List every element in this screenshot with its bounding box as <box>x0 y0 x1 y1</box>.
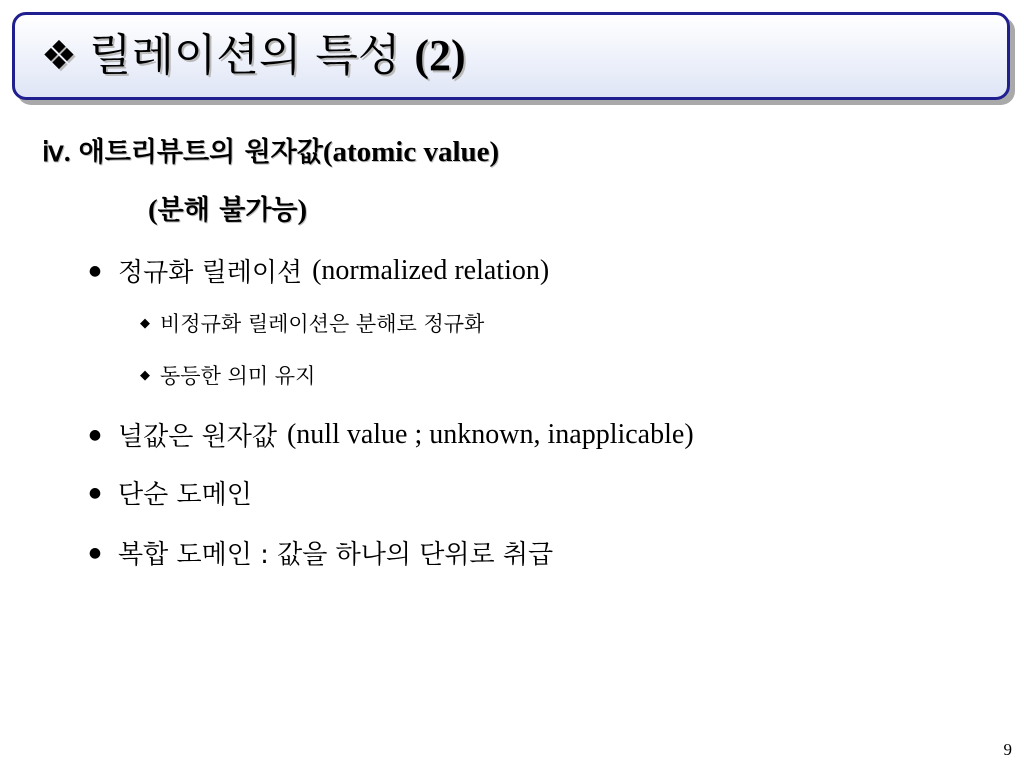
diamond-cluster-icon: ❖ <box>41 33 77 79</box>
subheading-close-paren: ) <box>297 194 308 226</box>
section-subheading <box>148 188 307 227</box>
slide-title <box>41 30 466 81</box>
sub-item-text: 비정규화 릴레이션은 분해로 정규화 <box>160 312 485 336</box>
bullet-text-korean: 단순 도메인 <box>118 480 252 510</box>
section-heading <box>42 130 499 169</box>
bullet-item <box>88 474 252 511</box>
bullet-text-korean: 널값은 원자값 <box>118 422 277 452</box>
bullet-text-english: (null value ; unknown, inapplicable) <box>286 418 694 450</box>
sub-item <box>140 308 484 338</box>
bullet-text-english: (normalized relation) <box>312 254 550 286</box>
bullet-text-korean: 복합 도메인 : 값을 하나의 단위로 취급 <box>118 540 554 570</box>
page-number: 9 <box>1003 740 1012 759</box>
slide-title-number: (2) <box>414 31 466 80</box>
slide-title-text: 릴레이션의 특성 <box>88 30 401 81</box>
bullet-item <box>88 534 553 571</box>
bullet-dot-icon: ● <box>88 262 102 279</box>
subheading-open-paren: ( <box>148 194 158 226</box>
section-heading-english: (atomic value) <box>322 136 500 168</box>
section-numeral: ⅳ. <box>42 137 71 167</box>
title-box <box>12 12 1010 100</box>
bullet-dot-icon: ● <box>88 544 102 561</box>
bullet-item <box>88 252 549 289</box>
bullet-item <box>88 416 694 453</box>
sub-item <box>140 360 315 390</box>
subheading-korean: 분해 불가능 <box>157 195 298 226</box>
section-heading-korean: 애트리뷰트의 원자값 <box>78 137 323 168</box>
bullet-dot-icon: ● <box>88 426 102 443</box>
diamond-bullet-icon: ◆ <box>140 367 150 383</box>
diamond-bullet-icon: ◆ <box>140 315 150 331</box>
bullet-dot-icon: ● <box>88 484 102 501</box>
sub-item-text: 동등한 의미 유지 <box>160 364 316 388</box>
bullet-text-korean: 정규화 릴레이션 <box>118 258 303 288</box>
